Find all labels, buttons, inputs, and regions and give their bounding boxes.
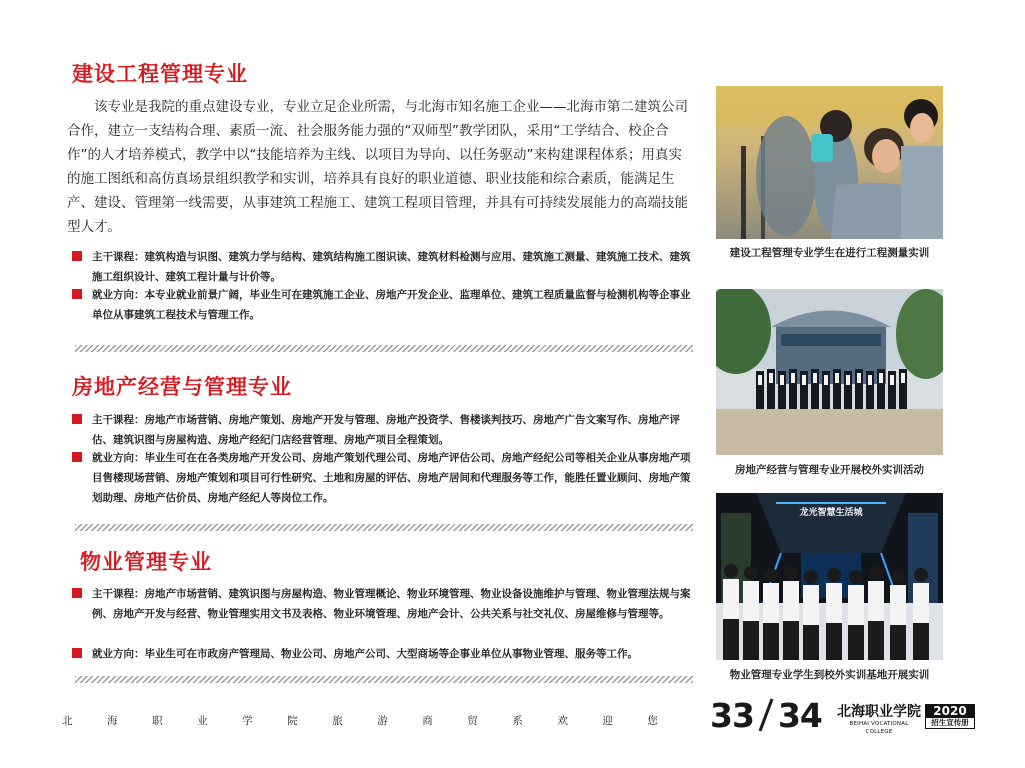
page-numbers (710, 697, 822, 733)
section-intro-construction: 该专业是我院的重点建设专业，专业立足企业所需，与北海市知名施工企业——北海市第二建筑公司合作，建立一支结构合理、素质一流、社会服务能力强的“双师型”教学团队，采用“工学结合、校企合作”的人才培养模式，教学中以“技能培养为主线、以项目为导向、以任务驱动”来构建课程体系；用真实的施工图纸和高仿真场景组织教学和实训，培养具有良好的职业道德、职业技能和综合素质，能满足生产、建设、管理第一线需要，从事建筑工程施工、建筑工程项目管理，并具有可持续发展能力的高端技能型人才。 (67, 99, 688, 235)
page-slash-icon (755, 697, 777, 733)
jobs-label: 就业方向： (92, 289, 145, 301)
jobs-label: 就业方向： (92, 648, 145, 660)
showroom-sign: 龙光智慧生活城 (799, 508, 863, 518)
footer-slogan (62, 713, 658, 728)
section-divider (75, 345, 693, 352)
courses-bullet-construction (72, 247, 692, 287)
courses-text: 房地产市场营销、房地产策划、房地产开发与管理、房地产投资学、售楼谈判技巧、房地产广告文案写作、房地产评估、建筑识图与房屋构造、房地产经纪门店经营管理、房地产项目全程策划。 (92, 414, 680, 446)
courses-bullet-property (72, 584, 692, 624)
courses-text: 建筑构造与识图、建筑力学与结构、建筑结构施工图识读、建筑材料检测与应用、建筑施工测量、建筑施工技术、建筑施工组织设计、建筑工程计量与计价等。 (92, 251, 691, 283)
photo-caption-surveying: 建设工程管理专业学生在进行工程测量实训 (729, 247, 930, 259)
slogan-char: 系 (512, 715, 523, 727)
bullet-square-icon (72, 588, 82, 598)
section-divider (75, 524, 693, 531)
section-title-realestate: 房地产经营与管理专业 (72, 375, 292, 399)
page-number-left: 33 (710, 695, 754, 735)
slogan-char: 院 (287, 715, 298, 727)
bullet-square-icon (72, 251, 82, 261)
courses-bullet-realestate (72, 410, 692, 450)
slogan-char: 学 (242, 715, 253, 727)
year-badge (925, 704, 975, 729)
photo-caption-property: 物业管理专业学生到校外实训基地开展实训 (729, 669, 930, 681)
bullet-square-icon (72, 452, 82, 462)
slogan-char: 游 (377, 715, 388, 727)
slogan-char: 贸 (467, 715, 478, 727)
college-logo (836, 704, 922, 735)
bullet-square-icon (72, 414, 82, 424)
slogan-char: 业 (197, 715, 208, 727)
jobs-bullet-construction (72, 285, 692, 325)
jobs-text: 毕业生可在市政房产管理局、物业公司、房地产公司、大型商场等企事业单位从事物业管理、服务等工作。 (144, 648, 638, 660)
section-title-construction: 建设工程管理专业 (72, 62, 248, 86)
bullet-square-icon (72, 648, 82, 658)
courses-label: 主干课程： (92, 588, 145, 600)
bullet-square-icon (72, 289, 82, 299)
slogan-char: 北 (62, 715, 73, 727)
section-title-property: 物业管理专业 (80, 550, 212, 574)
photo-property-showroom (716, 493, 943, 660)
slogan-char: 您 (647, 715, 658, 727)
photo-caption-realestate: 房地产经营与管理专业开展校外实训活动 (735, 464, 924, 476)
college-name-en: BEIHAI VOCATIONAL COLLEGE (849, 721, 909, 735)
slogan-char: 旅 (332, 715, 343, 727)
section-divider (75, 676, 693, 683)
page-number-right: 34 (777, 695, 822, 735)
slogan-char: 职 (152, 715, 163, 727)
photo-surveying-practice (716, 86, 943, 239)
jobs-text: 本专业就业前景广阔，毕业生可在建筑施工企业、房地产开发企业、监理单位、建筑工程质量监督与检测机构等企事业单位从事建筑工程技术与管理工作。 (92, 289, 691, 321)
courses-label: 主干课程： (92, 251, 145, 263)
slogan-char: 海 (107, 715, 118, 727)
brochure-text: 招生宣传册 (931, 718, 969, 727)
year-text: 2020 (926, 705, 974, 718)
slogan-char: 商 (422, 715, 433, 727)
slogan-char: 迎 (602, 715, 613, 727)
photo-realestate-group (716, 289, 943, 455)
slogan-char: 欢 (557, 715, 568, 727)
college-name-cn: 北海职业学院 (837, 704, 921, 720)
jobs-bullet-realestate (72, 448, 692, 508)
jobs-bullet-property (72, 644, 692, 664)
courses-text: 房地产市场营销、建筑识图与房屋构造、物业管理概论、物业环境管理、物业设备设施维护与管理、物业管理法规与案例、房地产开发与经营、物业管理实用文书及表格、物业环境管理、房地产会计、公共关系与社交礼仪、房屋维修与管理等。 (92, 588, 691, 620)
jobs-label: 就业方向： (92, 452, 145, 464)
jobs-text: 毕业生可在在各类房地产开发公司、房地产策划代理公司、房地产评估公司、房地产经纪公司等相关企业从事房地产项目售楼现场营销、房地产策划和项目可行性研究、土地和房屋的评估、房地产居间和代理服务等工作，能胜任置业顾问、房地产策划助理、房地产估价员、房地产经纪人等岗位工作。 (92, 452, 691, 504)
courses-label: 主干课程： (92, 414, 145, 426)
